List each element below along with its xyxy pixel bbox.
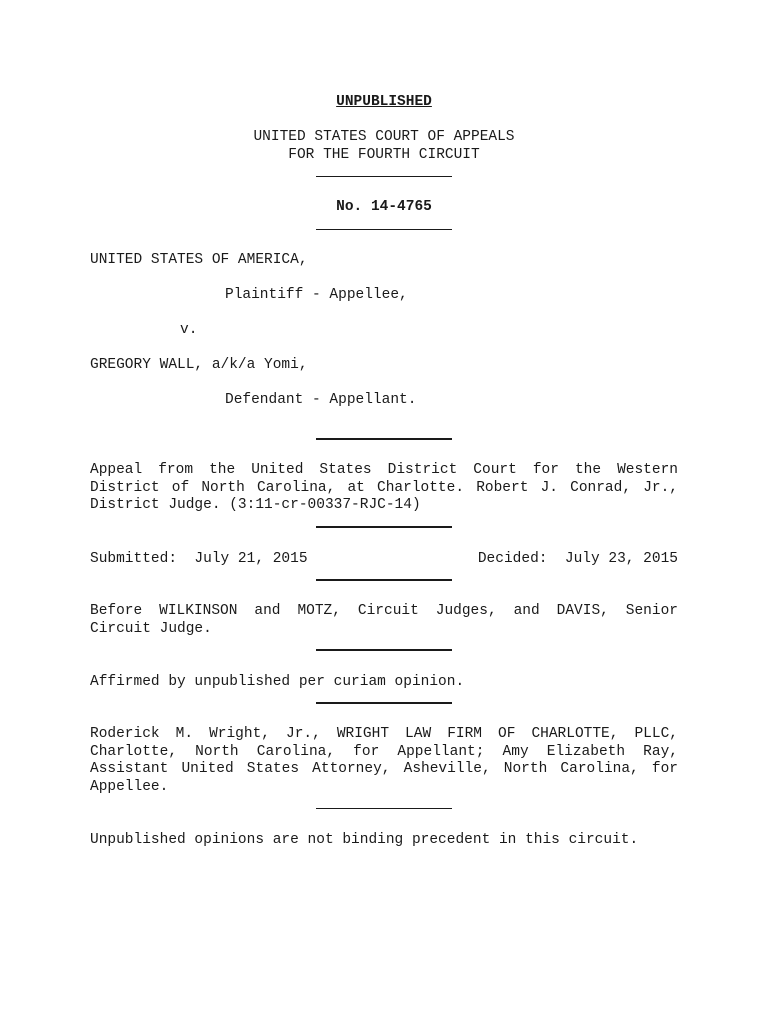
defendant-role: Defendant - Appellant. <box>225 392 417 408</box>
appeal-line: District of North Carolina, at Charlotte. Robert J. Conrad, Jr., <box>90 479 678 496</box>
divider <box>316 526 452 528</box>
divider <box>316 649 452 651</box>
panel-line: Before WILKINSON and MOTZ, Circuit Judges, and DAVIS, Senior <box>90 603 678 619</box>
submitted-date: Submitted: July 21, 2015 <box>90 551 308 567</box>
counsel-line: Charlotte, North Carolina, for Appellant; Amy Elizabeth Ray, <box>90 743 678 760</box>
dates-row <box>90 550 678 568</box>
counsel-line: Assistant United States Attorney, Asheville, North Carolina, for <box>90 761 678 777</box>
divider <box>316 438 452 440</box>
divider <box>316 702 452 704</box>
case-number: No. 14-4765 <box>336 199 432 215</box>
court-name-line1: UNITED STATES COURT OF APPEALS <box>253 129 515 145</box>
counsel-paragraph <box>90 726 678 796</box>
appeal-line: District Judge. (3:11-cr-00337-RJC-14) <box>90 497 421 513</box>
appeal-line: Appeal from the United States District Court for the Western <box>90 462 678 478</box>
court-name-line2: FOR THE FOURTH CIRCUIT <box>288 147 480 163</box>
counsel-line: Roderick M. Wright, Jr., WRIGHT LAW FIRM OF CHARLOTTE, PLLC, <box>90 726 678 742</box>
divider <box>316 176 452 177</box>
disposition: Affirmed by unpublished per curiam opinion. <box>90 674 465 690</box>
plaintiff-name: UNITED STATES OF AMERICA, <box>90 252 308 268</box>
appeal-paragraph <box>90 462 678 515</box>
decided-date: Decided: July 23, 2015 <box>477 551 678 567</box>
versus: v. <box>180 322 198 338</box>
plaintiff-role: Plaintiff - Appellee, <box>225 287 408 303</box>
unpublished-heading: UNPUBLISHED <box>336 94 432 110</box>
panel-paragraph <box>90 603 678 638</box>
divider <box>316 229 452 230</box>
defendant-name: GREGORY WALL, a/k/a Yomi, <box>90 357 308 373</box>
panel-line: Circuit Judge. <box>90 620 212 637</box>
precedent-note: Unpublished opinions are not binding precedent in this circuit. <box>90 832 639 848</box>
divider <box>316 808 452 809</box>
divider <box>316 579 452 581</box>
counsel-line: Appellee. <box>90 778 169 795</box>
